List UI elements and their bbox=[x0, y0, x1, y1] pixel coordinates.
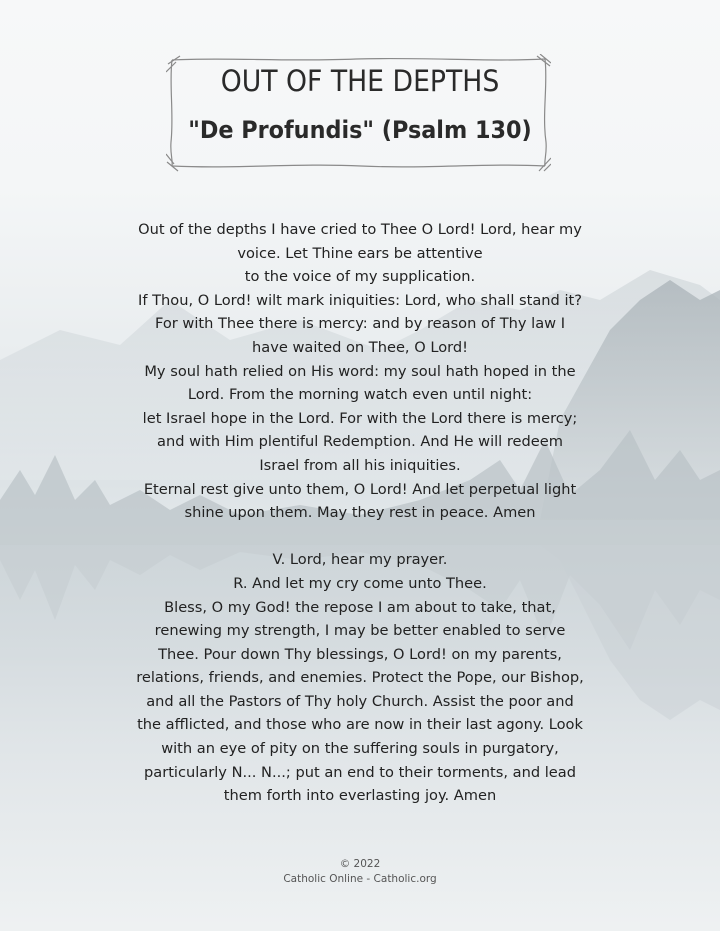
versicle-line: V. Lord, hear my prayer. bbox=[272, 551, 448, 569]
prayer-line: and with Him plentiful Redemption. And He will redeem bbox=[157, 433, 563, 451]
prayer-line: shine upon them. May they rest in peace. Amen bbox=[184, 504, 536, 522]
prayer-line: them forth into everlasting joy. Amen bbox=[223, 787, 497, 805]
source-text: Catholic Online - Catholic.org bbox=[283, 873, 437, 885]
copyright-text: © 2022 bbox=[339, 858, 381, 870]
prayer-line: to the voice of my supplication. bbox=[244, 268, 476, 286]
response-line: R. And let my cry come unto Thee. bbox=[233, 574, 487, 592]
prayer-line: Lord. From the morning watch even until night: bbox=[187, 386, 533, 404]
prayer-line: For with Thee there is mercy: and by reason of Thy law I bbox=[154, 315, 566, 333]
prayer-text bbox=[100, 218, 620, 808]
prayer-line: Eternal rest give unto them, O Lord! And let perpetual light bbox=[143, 480, 577, 498]
prayer-line: Out of the depths I have cried to Thee O Lord! Lord, hear my bbox=[138, 221, 582, 238]
page-subtitle: "De Profundis" (Psalm 130) bbox=[188, 116, 532, 144]
prayer-line: If Thou, O Lord! wilt mark iniquities: Lord, who shall stand it? bbox=[138, 291, 582, 309]
prayer-line: and all the Pastors of Thy holy Church. Assist the poor and bbox=[146, 692, 574, 710]
prayer-line: have waited on Thee, O Lord! bbox=[252, 338, 468, 356]
prayer-line: Israel from all his iniquities. bbox=[259, 456, 461, 474]
prayer-line: Bless, O my God! the repose I am about to take, that, bbox=[164, 598, 556, 616]
prayer-line: renewing my strength, I may be better enabled to serve bbox=[154, 622, 566, 640]
prayer-line: the afflicted, and those who are now in their last agony. Look bbox=[137, 716, 583, 734]
page-title: OUT OF THE DEPTHS bbox=[220, 64, 500, 98]
paragraph-spacer bbox=[100, 525, 620, 549]
prayer-line: Thee. Pour down Thy blessings, O Lord! on my parents, bbox=[158, 645, 562, 663]
prayer-line: voice. Let Thine ears be attentive bbox=[237, 244, 483, 262]
prayer-line: particularly N... N...; put an end to their torments, and lead bbox=[144, 763, 576, 781]
prayer-line: My soul hath relied on His word: my soul hath hoped in the bbox=[144, 362, 576, 380]
prayer-line: let Israel hope in the Lord. For with the Lord there is mercy; bbox=[142, 409, 578, 427]
page-footer bbox=[0, 857, 720, 887]
prayer-line: with an eye of pity on the suffering souls in purgatory, bbox=[161, 740, 559, 758]
prayer-line: relations, friends, and enemies. Protect the Pope, our Bishop, bbox=[136, 669, 584, 687]
